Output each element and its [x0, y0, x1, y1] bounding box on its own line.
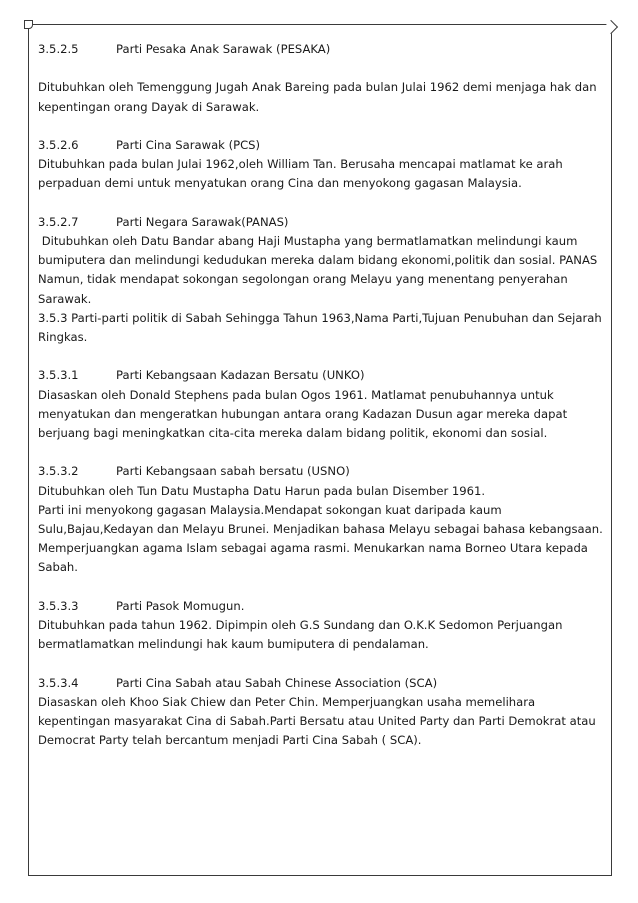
section-number: 3.5.2.7	[38, 214, 79, 229]
section-heading	[38, 136, 604, 155]
section-number: 3.5.3.4	[38, 675, 79, 690]
subsection-heading: 3.5.3 Parti-parti politik di Sabah Sehingga Tahun 1963,Nama Parti,Tujuan Penubuhan dan Sejarah Ringkas.	[38, 310, 602, 344]
section-number: 3.5.3.3	[38, 598, 79, 613]
section-number: 3.5.2.5	[38, 42, 79, 56]
section-title: Parti Negara Sarawak(PANAS)	[116, 214, 289, 229]
section-body: Diasaskan oleh Khoo Siak Chiew dan Peter Chin. Memperjuangkan usaha memelihara kepentingan masyarakat Cina di Sabah.Parti Bersatu atau United Party dan Parti Demokrat atau Democrat Party telah bercantum menjadi Parti Cina Sabah ( SCA).	[38, 694, 596, 748]
section-heading	[38, 213, 604, 232]
page-corner-fold-left	[24, 20, 33, 29]
section-heading	[38, 674, 604, 693]
section-heading	[38, 597, 604, 616]
section-body: Ditubuhkan oleh Temenggung Jugah Anak Bareing pada bulan Julai 1962 demi menjaga hak dan kepentingan orang Dayak di Sarawak.	[38, 80, 597, 114]
section-title: Parti Kebangsaan sabah bersatu (USNO)	[116, 464, 350, 479]
section-number: 3.5.3.1	[38, 368, 79, 383]
section-body: Diasaskan oleh Donald Stephens pada bulan Ogos 1961. Matlamat penubuhannya untuk menyatukan dan mengeratkan hubungan antara orang Kadazan Dusun agar mereka dapat berjuang bagi meningkatkan cita-cita mereka dalam bidang politik, ekonomi dan sosial.	[38, 387, 568, 440]
section-heading	[38, 40, 604, 59]
section-body: Ditubuhkan oleh Datu Bandar abang Haji Mustapha yang bermatlamatkan melindungi kaum bumiputera dan melindungi kedudukan mereka dalam bidang ekonomi,politik dan sosial. PANAS Namun, tidak mendapat sokongan segolongan orang Melayu yang menentang penyerahan Sarawak.	[38, 233, 601, 306]
section-title: Parti Pasok Momugun.	[116, 598, 245, 613]
document-body	[38, 40, 604, 750]
section-heading	[38, 366, 604, 385]
section-title: Parti Cina Sabah atau Sabah Chinese Association (SCA)	[116, 675, 438, 690]
section-number: 3.5.3.2	[38, 464, 79, 479]
section-body: Parti ini menyokong gagasan Malaysia.Mendapat sokongan kuat daripada kaum Sulu,Bajau,Kedayan dan Melayu Brunei. Menjadikan bahasa Melayu sebagai bahasa kebangsaan. Memperjuangkan agama Islam sebagai agama rasmi. Menukarkan nama Borneo Utara kepada Sabah.	[38, 502, 603, 575]
section-title: Parti Kebangsaan Kadazan Bersatu (UNKO)	[116, 368, 365, 383]
section-title: Parti Pesaka Anak Sarawak (PESAKA)	[116, 42, 331, 56]
section-title: Parti Cina Sarawak (PCS)	[116, 137, 261, 152]
section-body-first-line: Ditubuhkan oleh Tun Datu Mustapha Datu Harun pada bulan Disember 1961.	[38, 483, 486, 498]
section-body: Ditubuhkan pada tahun 1962. Dipimpin oleh G.S Sundang dan O.K.K Sedomon Perjuangan bermatlamatkan melindungi hak kaum bumiputera di pendalaman.	[38, 618, 563, 652]
section-heading	[38, 462, 604, 481]
section-number: 3.5.2.6	[38, 137, 79, 152]
section-body: Ditubuhkan pada bulan Julai 1962,oleh William Tan. Berusaha mencapai matlamat ke arah perpaduan demi untuk menyatukan orang Cina dan menyokong gagasan Malaysia.	[38, 157, 563, 191]
